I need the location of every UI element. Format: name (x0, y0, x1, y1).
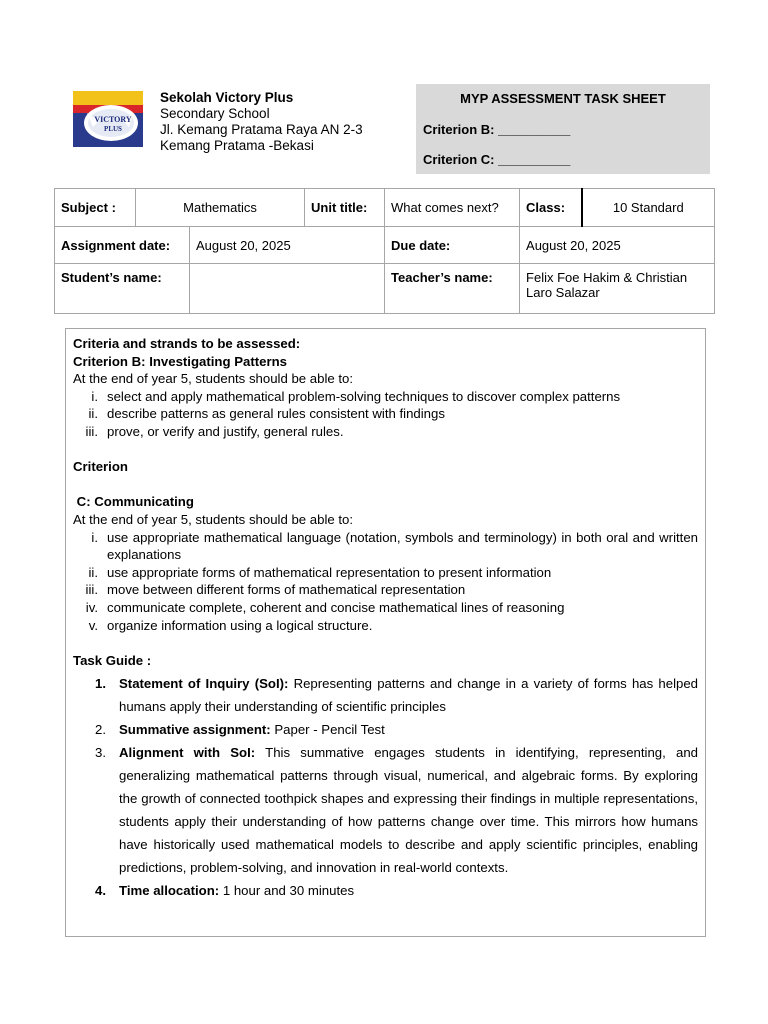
list-text: select and apply mathematical problem-solving techniques to discover complex patterns (107, 388, 621, 404)
subject-label: Subject : (55, 189, 136, 227)
criterion-b-field: Criterion B: __________ (423, 122, 571, 137)
list-number: iii. (85, 423, 98, 439)
table-row (55, 264, 715, 314)
list-text: move between different forms of mathematical representation (107, 582, 466, 598)
svg-text:PLUS: PLUS (104, 125, 122, 133)
list-item (73, 599, 698, 617)
criterion-c-field: Criterion C: __________ (423, 152, 571, 167)
assignment-date-value: August 20, 2025 (190, 227, 385, 264)
list-number: iv. (85, 599, 98, 615)
school-address-line2: Kemang Pratama -Bekasi (160, 138, 314, 153)
school-logo (73, 91, 143, 147)
task-guide-heading: Task Guide : (73, 652, 152, 668)
list-text: prove, or verify and justify, general rules. (107, 423, 344, 439)
list-text: communicate complete, coherent and concise mathematical lines of reasoning (107, 599, 565, 615)
list-item (73, 617, 698, 635)
list-number: ii. (88, 564, 98, 580)
list-item (73, 879, 698, 902)
criterion-c-heading-part2: C: Communicating (73, 494, 194, 510)
list-item (73, 388, 698, 406)
teacher-name-label: Teacher’s name: (385, 264, 520, 314)
list-item (73, 405, 698, 423)
assignment-date-label: Assignment date: (55, 227, 190, 264)
criterion-b-list (73, 388, 698, 441)
list-number: ii. (88, 406, 98, 422)
school-name: Sekolah Victory Plus (160, 90, 294, 105)
list-item (73, 718, 698, 741)
list-text: use appropriate forms of mathematical representation to present information (107, 564, 552, 580)
task-guide-list (73, 672, 698, 902)
list-number: i. (91, 529, 98, 545)
subject-value: Mathematics (136, 189, 305, 227)
list-item (73, 529, 698, 564)
assignment-info-table (54, 188, 715, 314)
due-date-value: August 20, 2025 (520, 227, 715, 264)
unit-title-label: Unit title: (305, 189, 385, 227)
student-name-field[interactable] (190, 264, 385, 314)
list-item (73, 581, 698, 599)
criterion-c-intro: At the end of year 5, students should be able to: (73, 511, 354, 527)
list-item (73, 741, 698, 879)
list-item (73, 672, 698, 718)
item-text: Paper - Pencil Test (270, 722, 385, 738)
list-number: iii. (85, 582, 98, 598)
class-value: 10 Standard (582, 189, 715, 227)
list-item (73, 423, 698, 441)
criteria-heading: Criteria and strands to be assessed: (73, 336, 301, 351)
item-label: Summative assignment: (119, 722, 271, 738)
student-name-label: Student’s name: (55, 264, 190, 314)
list-text: organize information using a logical structure. (107, 617, 373, 633)
criterion-b-intro: At the end of year 5, students should be able to: (73, 371, 354, 387)
school-info (160, 90, 363, 154)
item-label: Alignment with SoI: (119, 745, 256, 761)
task-sheet-title: MYP ASSESSMENT TASK SHEET (460, 91, 666, 106)
list-number: v. (88, 617, 98, 633)
class-label: Class: (520, 189, 582, 227)
list-number: i. (91, 388, 98, 404)
item-text: 1 hour and 30 minutes (219, 883, 355, 899)
list-text: describe patterns as general rules consistent with findings (107, 406, 445, 422)
school-type: Secondary School (160, 106, 270, 121)
teacher-name-value: Felix Foe Hakim & Christian Laro Salazar (520, 264, 715, 314)
criteria-content-box (65, 328, 706, 937)
item-label: Statement of Inquiry (SoI): (119, 676, 289, 692)
list-number: 2. (95, 722, 106, 738)
criterion-b-heading: Criterion B: Investigating Patterns (73, 353, 287, 369)
criterion-c-list (73, 529, 698, 635)
table-row (55, 227, 715, 264)
svg-text:VICTORY: VICTORY (94, 115, 132, 124)
unit-title-value: What comes next? (385, 189, 520, 227)
criterion-c-heading-part1: Criterion (73, 459, 128, 475)
list-item (73, 564, 698, 582)
list-text: use appropriate mathematical language (notation, symbols and terminology) in both oral and written explanations (107, 529, 698, 563)
item-label: Time allocation: (119, 883, 220, 899)
item-text: Representing patterns and change in a variety of forms has helped humans apply their understanding of scientific principles (119, 676, 698, 715)
due-date-label: Due date: (385, 227, 520, 264)
task-sheet-box (416, 84, 710, 174)
list-number: 3. (95, 745, 106, 761)
table-row (55, 189, 715, 227)
item-text: This summative engages students in identifying, representing, and generalizing mathematical patterns through visual, numerical, and algebraic forms. By exploring the growth of connected toothpick shapes and expressing their findings in multiple representations, students apply their understanding of how patterns change over time. This mirrors how humans have historically used mathematical models to describe and apply scientific principles, enabling predictions, problem-solving, and innovation in real-world contexts. (119, 745, 699, 876)
list-number: 1. (95, 676, 106, 692)
list-number: 4. (95, 883, 106, 899)
school-address-line1: Jl. Kemang Pratama Raya AN 2-3 (160, 122, 363, 137)
